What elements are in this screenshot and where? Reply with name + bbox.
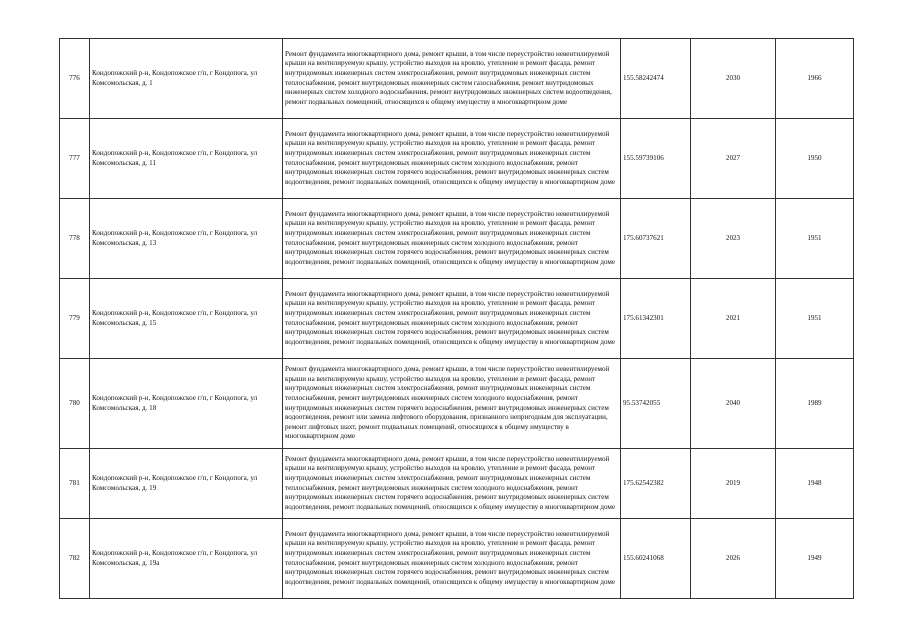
repair-year: 2030 (691, 39, 776, 119)
build-year: 1951 (776, 199, 854, 279)
repair-works: Ремонт фундамента многоквартирного дома, ремонт крыши, в том числе переустройство невентилируемой крыши на вентилируемую крышу, устройство выходов на кровлю, утепление и ремонт фасада, ремонт внутридомовых инженерных систем электроснабжения, ремонт внутридомовых инженерных систем теплоснабжения, ремонт внутридомовых инженерных систем холодного водоснабжения, ремонт внутридомовых инженерных систем горячего водоснабжения, ремонт внутридомовых инженерных систем водоотведения, ремонт подвальных помещений, относящихся к общему имуществу в многоквартирном доме (283, 519, 621, 599)
repair-works: Ремонт фундамента многоквартирного дома, ремонт крыши, в том числе переустройство невентилируемой крыши на вентилируемую крышу, устройство выходов на кровлю, утепление и ремонт фасада, ремонт внутридомовых инженерных систем электроснабжения, ремонт внутридомовых инженерных систем теплоснабжения, ремонт внутридомовых инженерных систем холодного водоснабжения, ремонт внутридомовых инженерных систем горячего водоснабжения, ремонт внутридомовых инженерных систем водоотведения, ремонт подвальных помещений, относящихся к общему имуществу в многоквартирном доме (283, 199, 621, 279)
repair-works: Ремонт фундамента многоквартирного дома, ремонт крыши, в том числе переустройство невентилируемой крыши на вентилируемую крышу, устройство выходов на кровлю, утепление и ремонт фасада, ремонт внутридомовых инженерных систем электроснабжения, ремонт внутридомовых инженерных систем теплоснабжения, ремонт внутридомовых инженерных систем холодного водоснабжения, ремонт внутридомовых инженерных систем горячего водоснабжения, ремонт внутридомовых инженерных систем водоотведения, ремонт подвальных помещений, относящихся к общему имуществу в многоквартирном доме (283, 119, 621, 199)
building-address: Кондопожский р-н, Кондопожское г/п, г Кондопога, ул Комсомольская, д. 19а (90, 519, 283, 599)
area-value: 155.59739106 (621, 119, 691, 199)
row-number: 779 (60, 279, 90, 359)
row-number: 776 (60, 39, 90, 119)
area-value: 175.62542382 (621, 449, 691, 519)
building-address: Кондопожский р-н, Кондопожское г/п, г Кондопога, ул Комсомольская, д. 11 (90, 119, 283, 199)
build-year: 1950 (776, 119, 854, 199)
building-address: Кондопожский р-н, Кондопожское г/п, г Кондопога, ул Комсомольская, д. 13 (90, 199, 283, 279)
table-row (60, 199, 854, 279)
area-value: 175.61342301 (621, 279, 691, 359)
table-row (60, 449, 854, 519)
building-address: Кондопожский р-н, Кондопожское г/п, г Кондопога, ул Комсомольская, д. 18 (90, 359, 283, 449)
table-row (60, 39, 854, 119)
repair-year: 2040 (691, 359, 776, 449)
area-value: 155.58242474 (621, 39, 691, 119)
row-number: 778 (60, 199, 90, 279)
build-year: 1949 (776, 519, 854, 599)
row-number: 782 (60, 519, 90, 599)
area-value: 155.60241068 (621, 519, 691, 599)
repair-year: 2021 (691, 279, 776, 359)
repair-year: 2023 (691, 199, 776, 279)
row-number: 777 (60, 119, 90, 199)
table-row (60, 279, 854, 359)
build-year: 1951 (776, 279, 854, 359)
repair-works: Ремонт фундамента многоквартирного дома, ремонт крыши, в том числе переустройство невентилируемой крыши на вентилируемую крышу, устройство выходов на кровлю, утепление и ремонт фасада, ремонт внутридомовых инженерных систем электроснабжения, ремонт внутридомовых инженерных систем теплоснабжения, ремонт внутридомовых инженерных систем холодного водоснабжения, ремонт внутридомовых инженерных систем горячего водоснабжения, ремонт внутридомовых инженерных систем водоотведения, ремонт подвальных помещений, относящихся к общему имуществу в многоквартирном доме (283, 449, 621, 519)
table-row (60, 519, 854, 599)
repair-works: Ремонт фундамента многоквартирного дома, ремонт крыши, в том числе переустройство невентилируемой крыши на вентилируемую крышу, устройство выходов на кровлю, утепление и ремонт фасада, ремонт внутридомовых инженерных систем электроснабжения, ремонт внутридомовых инженерных систем теплоснабжения, ремонт внутридомовых инженерных систем холодного водоснабжения, ремонт внутридомовых инженерных систем горячего водоснабжения, ремонт внутридомовых инженерных систем водоотведения, ремонт подвальных помещений, относящихся к общему имуществу в многоквартирном доме (283, 279, 621, 359)
area-value: 95.53742055 (621, 359, 691, 449)
row-number: 781 (60, 449, 90, 519)
repair-schedule-table (59, 38, 854, 599)
row-number: 780 (60, 359, 90, 449)
repair-year: 2026 (691, 519, 776, 599)
repair-works: Ремонт фундамента многоквартирного дома, ремонт крыши, в том числе переустройство невентилируемой крыши на вентилируемую крышу, устройство выходов на кровлю, утепление и ремонт фасада, ремонт внутридомовых инженерных систем электроснабжения, ремонт внутридомовых инженерных систем теплоснабжения, ремонт внутридомовых инженерных систем газоснабжения, ремонт внутридомовых инженерных систем холодного водоснабжения, ремонт внутридомовых инженерных систем водоотведения, ремонт подвальных помещений, относящихся к общему имуществу в многоквартирном доме (283, 39, 621, 119)
build-year: 1989 (776, 359, 854, 449)
table-row (60, 119, 854, 199)
building-address: Кондопожский р-н, Кондопожское г/п, г Кондопога, ул Комсомольская, д. 1 (90, 39, 283, 119)
build-year: 1966 (776, 39, 854, 119)
table-row (60, 359, 854, 449)
area-value: 175.60737621 (621, 199, 691, 279)
repair-year: 2019 (691, 449, 776, 519)
building-address: Кондопожский р-н, Кондопожское г/п, г Кондопога, ул Комсомольская, д. 15 (90, 279, 283, 359)
repair-year: 2027 (691, 119, 776, 199)
building-address: Кондопожский р-н, Кондопожское г/п, г Кондопога, ул Комсомольская, д. 19 (90, 449, 283, 519)
build-year: 1948 (776, 449, 854, 519)
repair-works: Ремонт фундамента многоквартирного дома, ремонт крыши, в том числе переустройство невентилируемой крыши на вентилируемую крышу, устройство выходов на кровлю, утепление и ремонт фасада, ремонт внутридомовых инженерных систем электроснабжения, ремонт внутридомовых инженерных систем теплоснабжения, ремонт внутридомовых инженерных систем холодного водоснабжения, ремонт внутридомовых инженерных систем горячего водоснабжения, ремонт внутридомовых инженерных систем водоотведения, ремонт или замена лифтового оборудования, признанного непригодным для эксплуатации, ремонт лифтовых шахт, ремонт подвальных помещений, относящихся к общему имуществу в многоквартирном доме (283, 359, 621, 449)
